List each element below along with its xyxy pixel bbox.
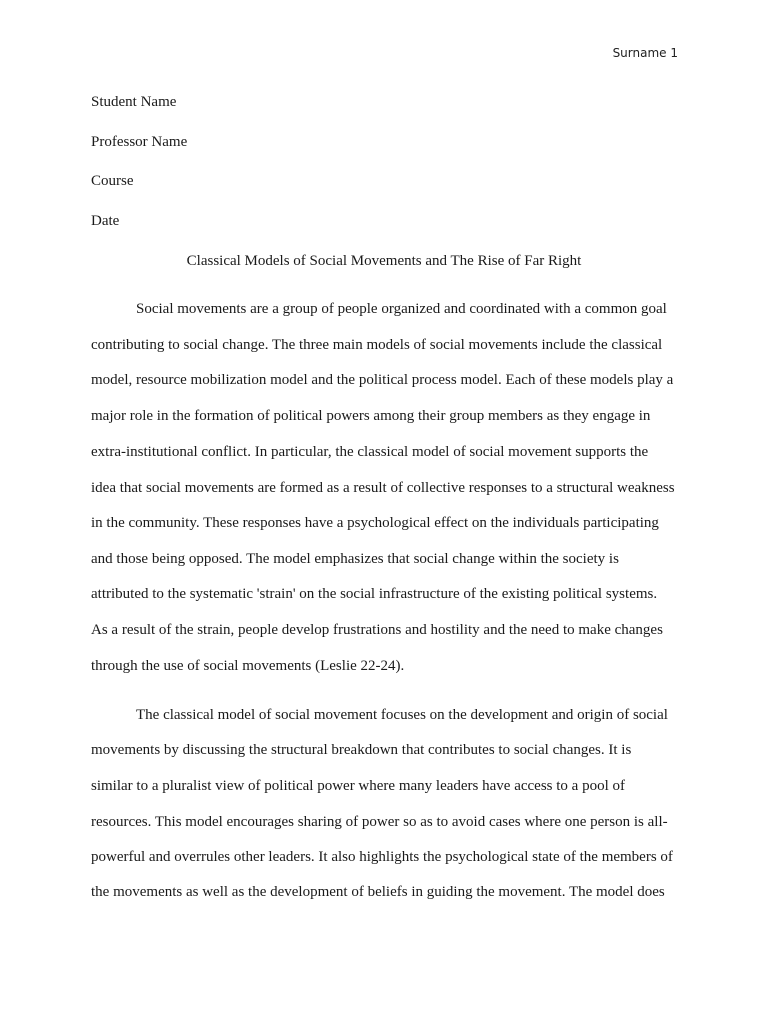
paragraph-line: and those being opposed. The model emphasizes that social change within the society is bbox=[91, 551, 619, 567]
paragraph-line: the movements as well as the development of beliefs in guiding the movement. The model does bbox=[91, 884, 665, 900]
essay-title: Classical Models of Social Movements and The Rise of Far Right bbox=[186, 253, 582, 269]
student-name: Student Name bbox=[91, 94, 177, 110]
paragraph-line: major role in the formation of political powers among their group members as they engage in bbox=[91, 408, 651, 424]
paragraph-line: idea that social movements are formed as a result of collective responses to a structural weakness bbox=[91, 480, 675, 496]
professor-name: Professor Name bbox=[91, 134, 188, 150]
paragraph-line: movements by discussing the structural breakdown that contributes to social changes. It is bbox=[91, 742, 632, 758]
paragraph-line: contributing to social change. The three main models of social movements include the classical bbox=[91, 337, 663, 353]
paragraph-line: similar to a pluralist view of political power where many leaders have access to a pool of bbox=[91, 778, 625, 794]
paragraph-line: powerful and overrules other leaders. It also highlights the psychological state of the members of bbox=[91, 849, 673, 865]
paragraph-line: resources. This model encourages sharing of power so as to avoid cases where one person is all- bbox=[91, 814, 668, 830]
paragraph-line: through the use of social movements (Leslie 22-24). bbox=[91, 658, 405, 674]
paragraph-line: in the community. These responses have a psychological effect on the individuals participating bbox=[91, 515, 659, 531]
paragraph-line: As a result of the strain, people develop frustrations and hostility and the need to make changes bbox=[91, 622, 663, 638]
paragraph-line: attributed to the systematic 'strain' on the social infrastructure of the existing political systems. bbox=[91, 586, 658, 602]
paragraph-line: model, resource mobilization model and the political process model. Each of these models play a bbox=[91, 372, 674, 388]
date: Date bbox=[91, 213, 120, 229]
paragraph-line: extra-institutional conflict. In particular, the classical model of social movement supports the bbox=[91, 444, 649, 460]
running-head: Surname 1 bbox=[612, 46, 678, 60]
course-name: Course bbox=[91, 173, 134, 189]
paragraph-line: The classical model of social movement focuses on the development and origin of social bbox=[136, 707, 668, 723]
paragraph-line: Social movements are a group of people organized and coordinated with a common goal bbox=[136, 301, 667, 317]
